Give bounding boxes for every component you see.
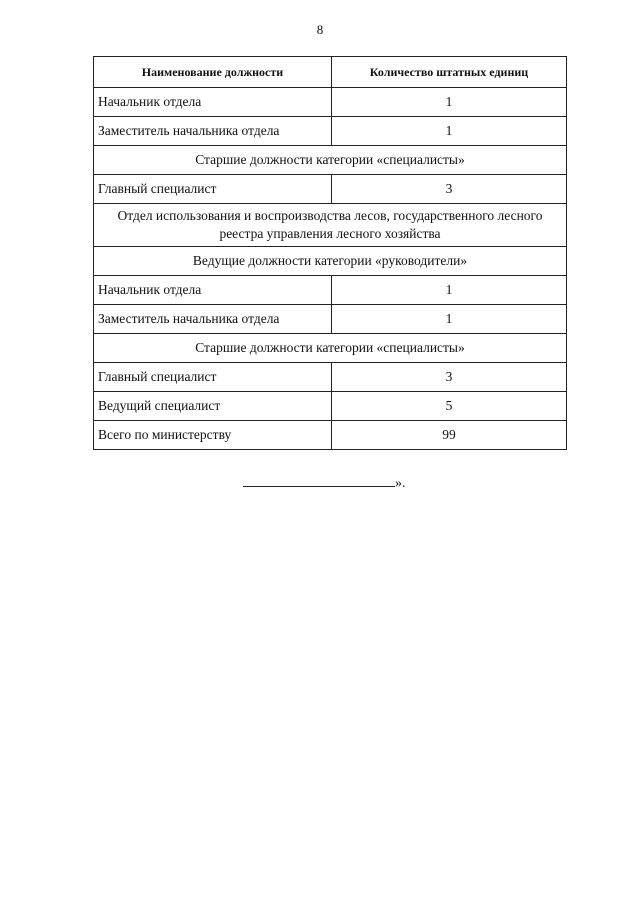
department-heading: Отдел использования и воспроизводства лесов, государственного лесного реестра управления лесного хозяйства (94, 204, 567, 247)
table-row (94, 117, 567, 146)
position-name: Главный специалист (94, 175, 332, 204)
signature-underline (243, 474, 395, 487)
table-row (94, 276, 567, 305)
position-name: Начальник отдела (94, 276, 332, 305)
staff-count: 3 (332, 175, 567, 204)
staff-count: 3 (332, 363, 567, 392)
position-name: Начальник отдела (94, 88, 332, 117)
section-heading: Старшие должности категории «специалисты» (94, 146, 567, 175)
table-row (94, 363, 567, 392)
section-row (94, 146, 567, 175)
section-heading: Ведущие должности категории «руководители» (94, 247, 567, 276)
position-name: Заместитель начальника отдела (94, 117, 332, 146)
position-name: Ведущий специалист (94, 392, 332, 421)
total-count: 99 (332, 421, 567, 450)
position-name: Главный специалист (94, 363, 332, 392)
table-row (94, 392, 567, 421)
table-row (94, 175, 567, 204)
header-position-name: Наименование должности (94, 57, 332, 88)
closing-line (243, 474, 406, 492)
closing-quote-mark: ». (395, 476, 406, 491)
table-row (94, 305, 567, 334)
staff-table (93, 56, 567, 450)
staff-count: 1 (332, 88, 567, 117)
staff-count: 1 (332, 276, 567, 305)
total-label: Всего по министерству (94, 421, 332, 450)
staff-count: 1 (332, 117, 567, 146)
position-name: Заместитель начальника отдела (94, 305, 332, 334)
total-row (94, 421, 567, 450)
table-header-row (94, 57, 567, 88)
section-heading: Старшие должности категории «специалисты» (94, 334, 567, 363)
staff-count: 1 (332, 305, 567, 334)
staff-count: 5 (332, 392, 567, 421)
header-staff-count: Количество штатных единиц (332, 57, 567, 88)
section-row (94, 247, 567, 276)
page-number: 8 (316, 22, 324, 37)
section-row (94, 334, 567, 363)
table-row (94, 88, 567, 117)
section-row (94, 204, 567, 247)
